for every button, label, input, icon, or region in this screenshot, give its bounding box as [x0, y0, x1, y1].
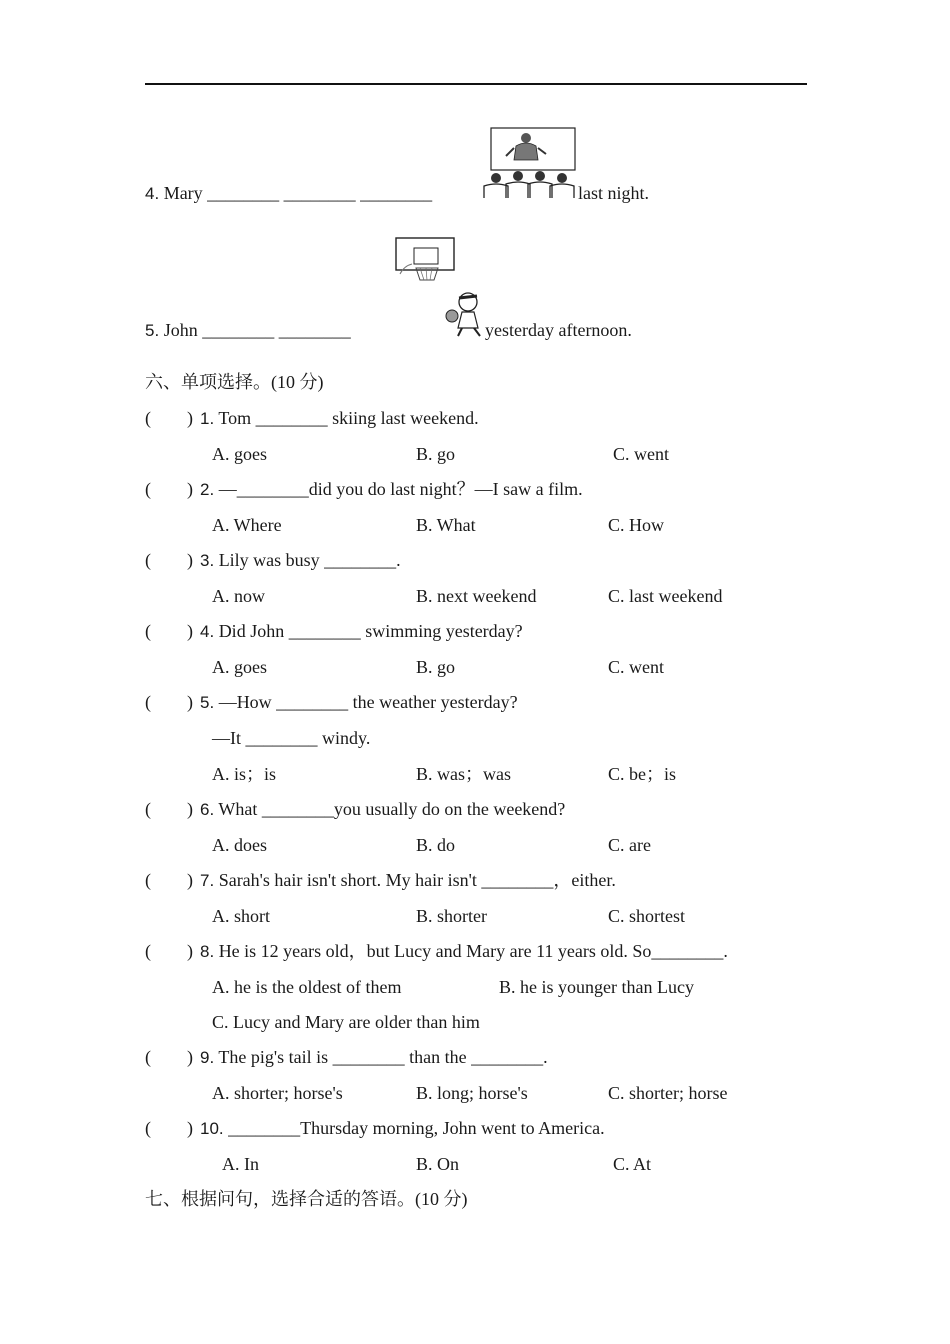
basketball-player-icon — [392, 236, 486, 338]
question-1-stem — [200, 407, 479, 430]
question-text: Sarah's hair isn't short. My hair isn't ________，either. — [214, 870, 616, 890]
question-number: 7. — [200, 871, 215, 890]
question-text: —How ________ the weather yesterday? — [214, 692, 518, 712]
question-number: 1. — [200, 409, 215, 428]
question-text: Tom ________ skiing last weekend. — [214, 408, 479, 428]
option-b[interactable]: B. next weekend — [416, 586, 537, 606]
option-a[interactable]: A. goes — [212, 657, 267, 677]
question-5-stem — [200, 691, 518, 714]
question-number: 2. — [200, 480, 215, 499]
question-number: 5. — [200, 693, 215, 712]
option-a[interactable]: A. now — [212, 586, 265, 606]
option-b[interactable]: B. was；was — [416, 764, 511, 784]
question-number: 8. — [200, 942, 215, 961]
question-10-paren[interactable]: ( ) — [145, 1118, 193, 1138]
section-6-heading: 六、单项选择。(10 分) — [145, 372, 324, 392]
question-number: 10. — [200, 1119, 224, 1138]
question-10-stem — [200, 1117, 605, 1140]
question-7-stem — [200, 869, 616, 892]
option-c[interactable]: C. shortest — [608, 906, 686, 926]
question-5-stem-line-2: —It ________ windy. — [212, 728, 371, 748]
option-a[interactable]: A. shorter; horse's — [212, 1083, 343, 1103]
question-6-stem — [200, 798, 565, 821]
question-3-paren[interactable]: ( ) — [145, 550, 193, 570]
section-7-heading: 七、根据问句，选择合适的答语。(10 分) — [145, 1189, 468, 1209]
option-a[interactable]: A. short — [212, 906, 270, 926]
question-2-stem — [200, 478, 583, 501]
question-number: 9. — [200, 1048, 215, 1067]
question-3-stem — [200, 549, 401, 572]
option-c[interactable]: C. went — [613, 444, 669, 464]
option-a[interactable]: A. Where — [212, 515, 282, 535]
option-b[interactable]: B. go — [416, 444, 456, 464]
option-c[interactable]: C. last weekend — [608, 586, 723, 606]
question-number: 4. — [200, 622, 215, 641]
question-8-paren[interactable]: ( ) — [145, 941, 193, 961]
option-c[interactable]: C. How — [608, 515, 665, 535]
item-text: John ________ ________ — [159, 320, 351, 340]
question-text: Did John ________ swimming yesterday? — [214, 621, 523, 641]
option-c[interactable]: C. shorter; horse — [608, 1083, 728, 1103]
question-9-paren[interactable]: ( ) — [145, 1047, 193, 1067]
question-number: 6. — [200, 800, 215, 819]
fill-item-4-tail: last night. — [578, 183, 649, 203]
option-a[interactable]: A. In — [222, 1154, 259, 1174]
question-4-paren[interactable]: ( ) — [145, 621, 193, 641]
question-8-stem — [200, 940, 728, 963]
option-a[interactable]: A. goes — [212, 444, 267, 464]
option-b[interactable]: B. On — [416, 1154, 460, 1174]
option-c[interactable]: C. went — [608, 657, 664, 677]
question-text: What ________you usually do on the weekend? — [214, 799, 566, 819]
option-a[interactable]: A. does — [212, 835, 267, 855]
fill-item-4 — [145, 182, 432, 205]
fill-item-5 — [145, 319, 351, 342]
option-a[interactable]: A. he is the oldest of them — [212, 977, 402, 997]
question-7-paren[interactable]: ( ) — [145, 870, 193, 890]
question-text: Lily was busy ________. — [214, 550, 401, 570]
question-text: The pig's tail is ________ than the ________. — [214, 1047, 548, 1067]
item-text: Mary ________ ________ ________ — [159, 183, 433, 203]
option-b[interactable]: B. he is younger than Lucy — [499, 977, 694, 997]
option-b[interactable]: B. do — [416, 835, 456, 855]
question-text: He is 12 years old，but Lucy and Mary are 11 years old. So________. — [214, 941, 728, 961]
question-number: 3. — [200, 551, 215, 570]
question-6-paren[interactable]: ( ) — [145, 799, 193, 819]
option-c[interactable]: C. Lucy and Mary are older than him — [212, 1012, 480, 1032]
question-4-stem — [200, 620, 523, 643]
item-number: 5. — [145, 321, 160, 340]
cinema-audience-icon — [476, 126, 578, 200]
option-c[interactable]: C. are — [608, 835, 651, 855]
fill-item-5-tail: yesterday afternoon. — [485, 320, 632, 340]
question-5-paren[interactable]: ( ) — [145, 692, 193, 712]
question-text: ________Thursday morning, John went to America. — [223, 1118, 605, 1138]
option-a[interactable]: A. is；is — [212, 764, 277, 784]
option-b[interactable]: B. long; horse's — [416, 1083, 528, 1103]
question-2-paren[interactable]: ( ) — [145, 479, 193, 499]
item-number: 4. — [145, 184, 160, 203]
option-c[interactable]: C. be；is — [608, 764, 677, 784]
option-b[interactable]: B. go — [416, 657, 456, 677]
question-1-paren[interactable]: ( ) — [145, 408, 193, 428]
header-rule — [145, 83, 807, 85]
option-b[interactable]: B. shorter — [416, 906, 487, 926]
question-text: —________did you do last night？—I saw a film. — [214, 479, 583, 499]
option-b[interactable]: B. What — [416, 515, 476, 535]
question-9-stem — [200, 1046, 548, 1069]
option-c[interactable]: C. At — [613, 1154, 652, 1174]
